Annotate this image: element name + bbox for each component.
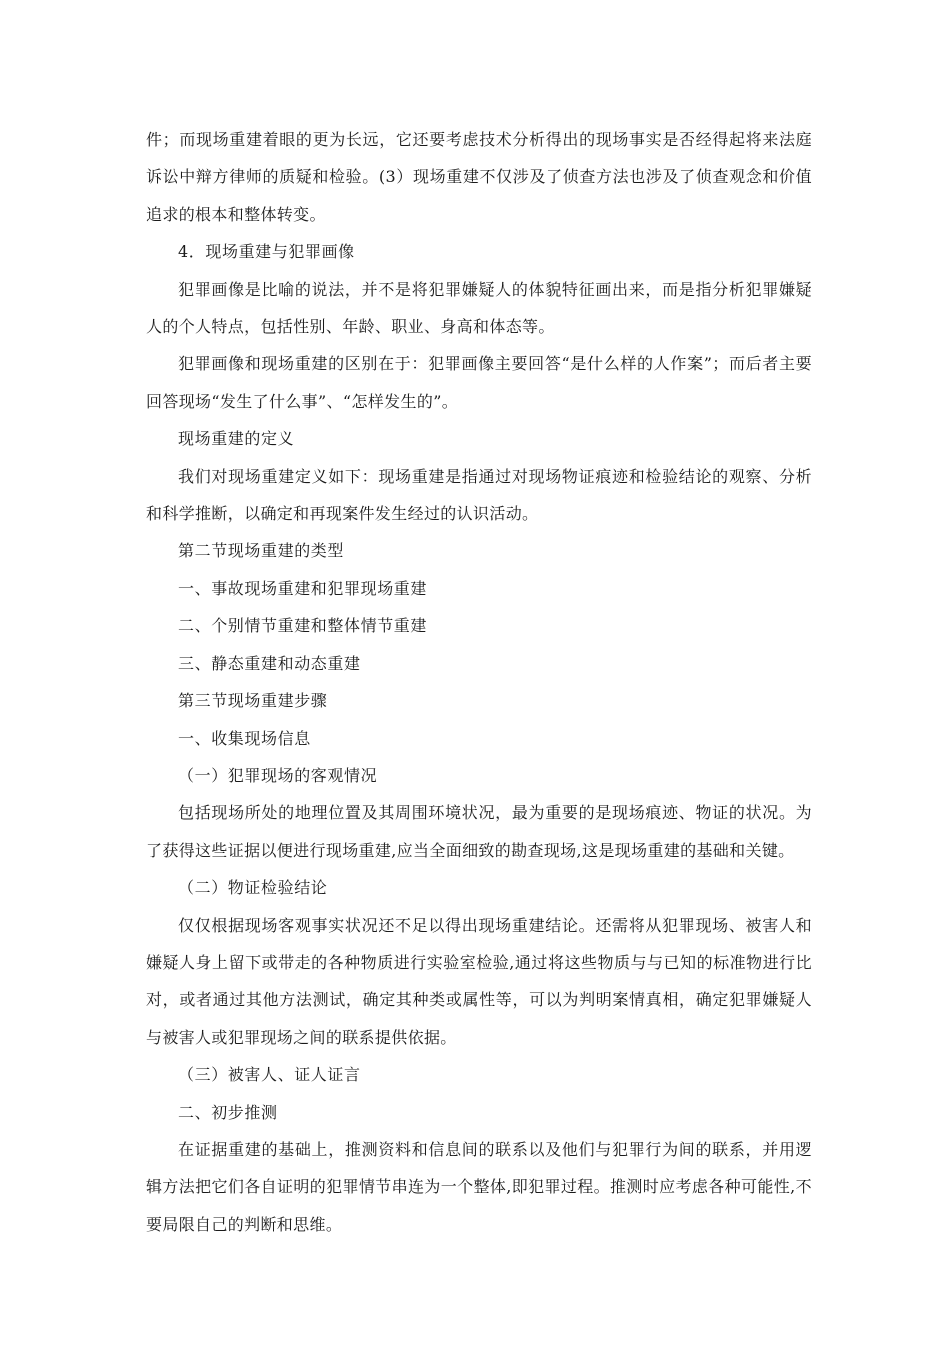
- document-body: [146, 121, 812, 1243]
- paragraph-evidence-conclusion: 仅仅根据现场客观事实状况还不足以得出现场重建结论。还需将从犯罪现场、被害人和嫌疑人身上留下或带走的各种物质进行实验室检验,通过将这些物质与与已知的标准物进行比对，或者通过其他方法测试，确定其种类或属性等，可以为判明案情真相，确定犯罪嫌疑人与被害人或犯罪现场之间的联系提供依据。: [146, 915, 812, 1047]
- list-item-type-2: 二、个别情节重建和整体情节重建: [178, 616, 428, 636]
- list-item-type-3: 三、静态重建和动态重建: [178, 653, 361, 673]
- paragraph-preliminary-inference: 在证据重建的基础上，推测资料和信息间的联系以及他们与犯罪行为间的联系，并用逻辑方法把它们各自证明的犯罪情节串连为一个整体,即犯罪过程。推测时应考虑各种可能性,不要局限自己的判断和思维。: [146, 1139, 812, 1234]
- subheading-evidence-conclusion: （二）物证检验结论: [178, 878, 328, 898]
- paragraph-profiling-meaning: 犯罪画像是比喻的说法，并不是将犯罪嫌疑人的体貌特征画出来，而是指分析犯罪嫌疑人的个人特点，包括性别、年龄、职业、身高和体态等。: [146, 279, 812, 337]
- paragraph-objective-situation: 包括现场所处的地理位置及其周围环境状况，最为重要的是现场痕迹、物证的状况。为了获得这些证据以便进行现场重建,应当全面细致的勘查现场,这是现场重建的基础和关键。: [146, 803, 812, 860]
- section-heading-steps: 第三节现场重建步骤: [178, 691, 328, 711]
- subheading-testimony: （三）被害人、证人证言: [178, 1065, 361, 1085]
- list-item-type-1: 一、事故现场重建和犯罪现场重建: [178, 578, 428, 598]
- paragraph-profiling-difference: 犯罪画像和现场重建的区别在于：犯罪画像主要回答“是什么样的人作案”；而后者主要回答现场“发生了什么事”、“怎样发生的”。: [146, 354, 812, 411]
- section-heading-definition: 现场重建的定义: [178, 429, 295, 449]
- paragraph-continued: 件；而现场重建着眼的更为长远，它还要考虑技术分析得出的现场事实是否经得起将来法庭诉讼中辩方律师的质疑和检验。(3）现场重建不仅涉及了侦查方法也涉及了侦查观念和价值追求的根本和整体转变。: [146, 130, 812, 224]
- subheading-objective-situation: （一）犯罪现场的客观情况: [178, 765, 378, 785]
- step-heading-preliminary-inference: 二、初步推测: [178, 1102, 278, 1122]
- paragraph-definition: 我们对现场重建定义如下：现场重建是指通过对现场物证痕迹和检验结论的观察、分析和科学推断，以确定和再现案件发生经过的认识活动。: [146, 466, 812, 524]
- section-heading-types: 第二节现场重建的类型: [178, 541, 345, 561]
- step-heading-collect-info: 一、收集现场信息: [178, 728, 311, 748]
- section-heading-crime-profiling: 4．现场重建与犯罪画像: [178, 242, 355, 262]
